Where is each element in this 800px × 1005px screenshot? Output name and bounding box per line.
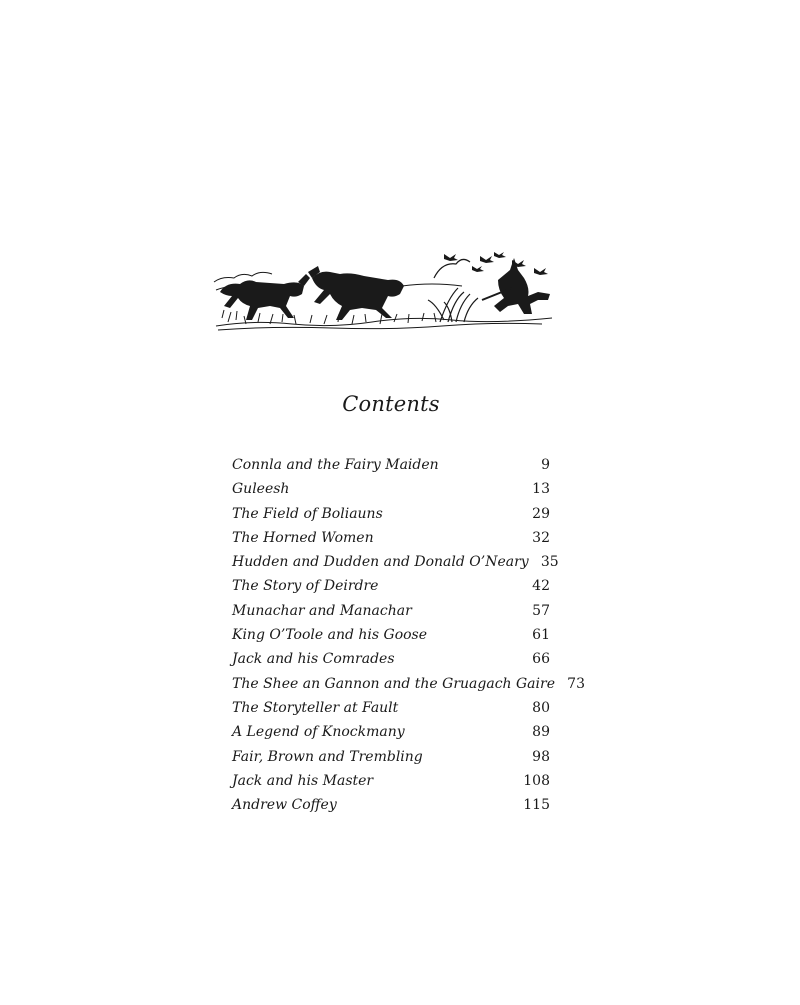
- toc-entry-page: 35: [540, 554, 559, 571]
- toc-entry-page: 73: [567, 675, 585, 692]
- toc-entry-page: 61: [532, 627, 550, 644]
- toc-entry[interactable]: [232, 745, 550, 769]
- toc-entry-title: Hudden and Dudden and Donald O’Neary: [232, 554, 529, 571]
- toc-entry[interactable]: [232, 672, 585, 696]
- toc-entry-page: 66: [532, 651, 550, 668]
- toc-entry-title: A Legend of Knockmany: [232, 724, 405, 741]
- toc-entry-title: The Story of Deirdre: [232, 578, 379, 595]
- toc-entry-title: King O’Toole and his Goose: [232, 627, 428, 644]
- toc-entry[interactable]: [232, 647, 550, 671]
- toc-entry[interactable]: [232, 574, 550, 598]
- toc-entry-page: 80: [532, 699, 550, 716]
- toc-entry-page: 32: [532, 529, 550, 546]
- toc-entry-title: Guleesh: [232, 481, 290, 498]
- toc-entry-page: 29: [532, 505, 550, 522]
- toc-entry-page: 9: [541, 457, 550, 473]
- toc-entry-page: 89: [532, 724, 550, 741]
- toc-entry[interactable]: [232, 453, 550, 477]
- toc-entry-title: The Horned Women: [232, 529, 374, 546]
- toc-entry-page: 57: [532, 602, 550, 619]
- toc-entry-page: 13: [532, 481, 550, 498]
- toc-entry[interactable]: [232, 720, 550, 744]
- horses-and-witch-illustration: [212, 248, 560, 334]
- toc-entry[interactable]: [232, 623, 550, 647]
- page-title: Contents: [342, 392, 440, 416]
- toc-entry-title: Jack and his Comrades: [232, 651, 395, 668]
- toc-entry-page: 115: [523, 797, 550, 814]
- toc-entry-title: Munachar and Manachar: [232, 602, 412, 619]
- toc-entry[interactable]: [232, 477, 550, 501]
- toc-entry-title: The Storyteller at Fault: [232, 699, 399, 716]
- toc-entry-title: Connla and the Fairy Maiden: [232, 457, 439, 473]
- toc-entry[interactable]: [232, 550, 559, 574]
- toc-entry-page: 42: [532, 578, 550, 595]
- toc-entry-page: 98: [532, 748, 550, 765]
- toc-entry-title: The Field of Boliauns: [232, 505, 383, 522]
- toc-entry[interactable]: [232, 526, 550, 550]
- toc-entry-title: Jack and his Master: [232, 772, 374, 789]
- toc-entry[interactable]: [232, 793, 550, 817]
- toc-entry-title: Andrew Coffey: [232, 797, 337, 814]
- toc-entry[interactable]: [232, 769, 550, 793]
- toc-entry[interactable]: [232, 502, 550, 526]
- toc-entry-title: Fair, Brown and Trembling: [232, 748, 423, 765]
- table-of-contents: [232, 453, 585, 817]
- toc-entry[interactable]: [232, 599, 550, 623]
- toc-entry-title: The Shee an Gannon and the Gruagach Gaire: [232, 675, 555, 692]
- toc-entry-page: 108: [523, 772, 550, 789]
- toc-entry[interactable]: [232, 696, 550, 720]
- horses-and-witch-icon: [212, 248, 560, 334]
